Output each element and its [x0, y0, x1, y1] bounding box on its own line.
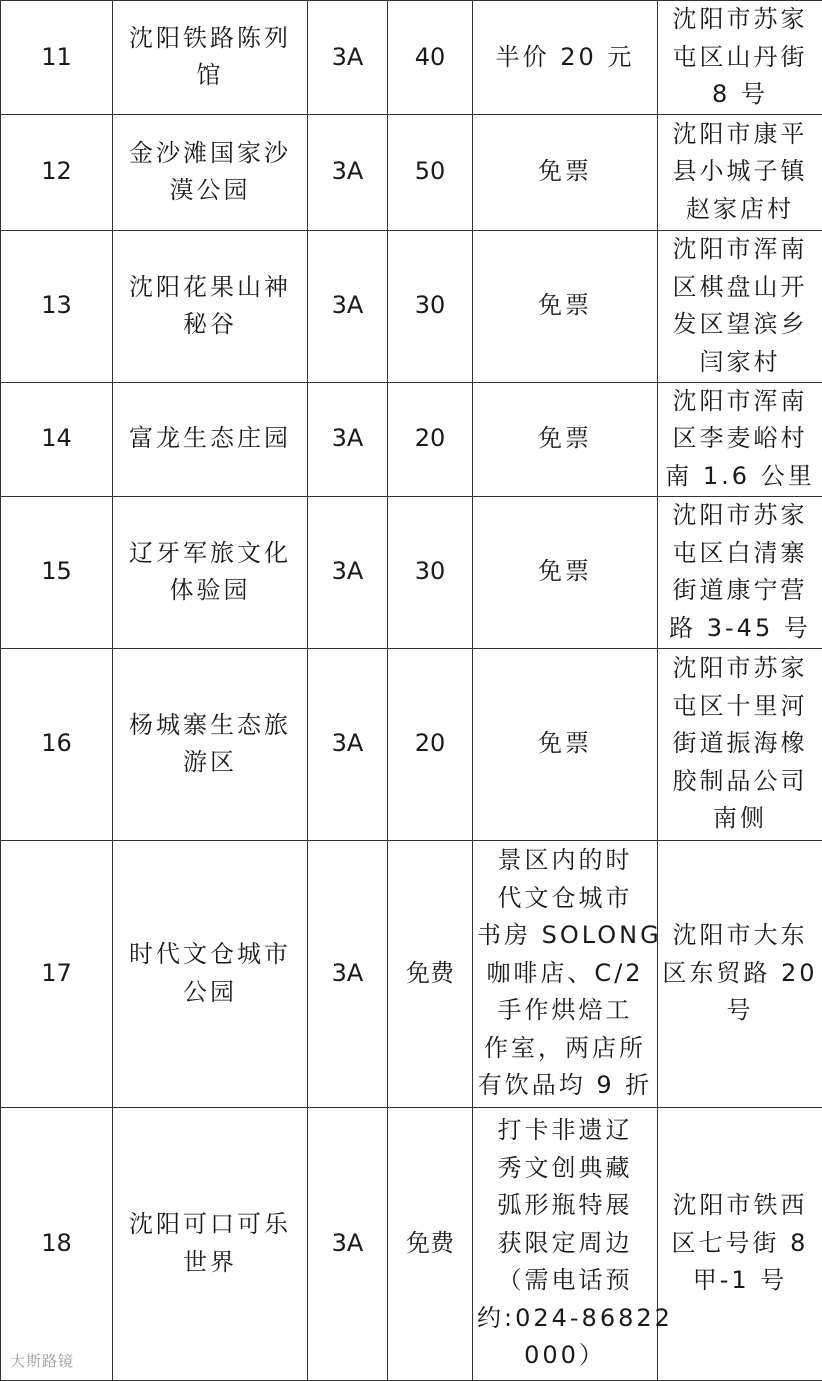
address-cell	[658, 1, 822, 115]
address-line: 8 号	[662, 76, 818, 114]
spot-name-cell	[113, 382, 308, 496]
offer-line: 咖啡店、C/2	[477, 955, 653, 993]
spot-name-cell	[113, 648, 308, 840]
spot-name-cell	[113, 1, 308, 115]
offer-line: 秀文创典藏	[477, 1150, 653, 1188]
rating-level-cell: 3A	[308, 382, 388, 496]
row-number-cell: 13	[1, 230, 113, 382]
offer-cell	[473, 1, 658, 115]
spot-name-cell	[113, 230, 308, 382]
ticket-price-cell: 免费	[388, 1107, 473, 1380]
offer-line: 手作烘焙工	[477, 992, 653, 1030]
offer-line: 半价 20 元	[477, 39, 653, 77]
rating-level-cell: 3A	[308, 1107, 388, 1380]
ticket-price-cell: 40	[388, 1, 473, 115]
address-line: 屯区白清寨	[662, 535, 818, 573]
offer-line: 景区内的时	[477, 842, 653, 880]
address-line: 沈阳市苏家	[662, 1, 818, 39]
row-number-cell: 14	[1, 382, 113, 496]
ticket-price-cell: 30	[388, 496, 473, 648]
spot-name-cell	[113, 114, 308, 230]
offer-cell	[473, 840, 658, 1107]
offer-cell	[473, 114, 658, 230]
offer-line: 免票	[477, 153, 653, 191]
watermark-logo: 大斯路镜	[10, 1350, 74, 1371]
address-line: 沈阳市浑南	[662, 231, 818, 269]
spot-name-line: 沈阳可口可乐	[117, 1206, 303, 1244]
address-cell	[658, 496, 822, 648]
address-line: 区棋盘山开	[662, 269, 818, 307]
offer-line: 书房 SOLONG	[477, 917, 653, 955]
address-line: 路 3-45 号	[662, 610, 818, 648]
row-number-cell: 16	[1, 648, 113, 840]
rating-level-cell: 3A	[308, 114, 388, 230]
address-line: 区七号街 8	[662, 1225, 818, 1263]
address-line: 南 1.6 公里	[662, 458, 818, 496]
row-number-cell: 15	[1, 496, 113, 648]
offer-line: 代文仓城市	[477, 880, 653, 918]
address-line: 甲-1 号	[662, 1262, 818, 1300]
offer-line: 打卡非遗辽	[477, 1112, 653, 1150]
address-cell	[658, 382, 822, 496]
offer-line: （需电话预	[477, 1262, 653, 1300]
address-line: 区李麦峪村	[662, 420, 818, 458]
address-line: 赵家店村	[662, 191, 818, 229]
table-row	[1, 1, 822, 115]
offer-cell	[473, 230, 658, 382]
spot-name-line: 杨城寨生态旅	[117, 707, 303, 745]
address-line: 闫家村	[662, 344, 818, 382]
address-line: 县小城子镇	[662, 153, 818, 191]
table-row	[1, 496, 822, 648]
table-row	[1, 382, 822, 496]
address-cell	[658, 1107, 822, 1380]
ticket-price-cell: 50	[388, 114, 473, 230]
rating-level-cell: 3A	[308, 230, 388, 382]
offer-line: 有饮品均 9 折	[477, 1067, 653, 1105]
address-line: 沈阳市铁西	[662, 1187, 818, 1225]
address-line: 屯区十里河	[662, 688, 818, 726]
spot-name-line: 沈阳花果山神	[117, 269, 303, 307]
offer-line: 免票	[477, 420, 653, 458]
rating-level-cell: 3A	[308, 648, 388, 840]
address-line: 发区望滨乡	[662, 306, 818, 344]
address-line: 沈阳市康平	[662, 116, 818, 154]
spot-name-line: 公园	[117, 974, 303, 1012]
address-line: 沈阳市浑南	[662, 383, 818, 421]
address-line: 屯区山丹街	[662, 39, 818, 77]
offer-cell	[473, 1107, 658, 1380]
spot-name-line: 世界	[117, 1244, 303, 1282]
spot-name-line: 沈阳铁路陈列	[117, 20, 303, 58]
table-row	[1, 114, 822, 230]
address-line: 南侧	[662, 800, 818, 838]
spot-name-cell	[113, 496, 308, 648]
offer-line: 约:024-86822	[477, 1300, 653, 1338]
offer-line: 弧形瓶特展	[477, 1187, 653, 1225]
table-row	[1, 648, 822, 840]
row-number-cell: 18	[1, 1107, 113, 1380]
spot-name-line: 游区	[117, 744, 303, 782]
spot-name-line: 金沙滩国家沙	[117, 135, 303, 173]
rating-level-cell: 3A	[308, 1, 388, 115]
spot-name-line: 馆	[117, 57, 303, 95]
ticket-price-cell: 30	[388, 230, 473, 382]
table-row	[1, 230, 822, 382]
spot-name-line: 漠公园	[117, 172, 303, 210]
offer-cell	[473, 382, 658, 496]
offer-line: 免票	[477, 553, 653, 591]
address-line: 街道振海橡	[662, 725, 818, 763]
spot-name-cell	[113, 1107, 308, 1380]
offer-line: 免票	[477, 725, 653, 763]
row-number-cell: 17	[1, 840, 113, 1107]
offer-cell	[473, 648, 658, 840]
address-line: 胶制品公司	[662, 763, 818, 801]
address-line: 号	[662, 992, 818, 1030]
row-number-cell: 11	[1, 1, 113, 115]
offer-line: 作室，两店所	[477, 1030, 653, 1068]
address-cell	[658, 840, 822, 1107]
address-cell	[658, 230, 822, 382]
ticket-price-cell: 免费	[388, 840, 473, 1107]
address-line: 街道康宁营	[662, 572, 818, 610]
address-line: 沈阳市苏家	[662, 497, 818, 535]
spot-name-cell	[113, 840, 308, 1107]
spot-name-line: 秘谷	[117, 306, 303, 344]
spot-name-line: 富龙生态庄园	[117, 420, 303, 458]
ticket-price-cell: 20	[388, 648, 473, 840]
address-line: 区东贸路 20	[662, 955, 818, 993]
offer-line: 免票	[477, 287, 653, 325]
row-number-cell: 12	[1, 114, 113, 230]
ticket-price-cell: 20	[388, 382, 473, 496]
rating-level-cell: 3A	[308, 840, 388, 1107]
spot-name-line: 体验园	[117, 572, 303, 610]
spot-name-line: 时代文仓城市	[117, 936, 303, 974]
table-row	[1, 1107, 822, 1380]
offer-line: 获限定周边	[477, 1225, 653, 1263]
rating-level-cell: 3A	[308, 496, 388, 648]
offer-line: 000）	[477, 1337, 653, 1375]
spot-name-line: 辽牙军旅文化	[117, 535, 303, 573]
address-cell	[658, 114, 822, 230]
offer-cell	[473, 496, 658, 648]
table-row	[1, 840, 822, 1107]
address-line: 沈阳市大东	[662, 917, 818, 955]
address-cell	[658, 648, 822, 840]
address-line: 沈阳市苏家	[662, 650, 818, 688]
